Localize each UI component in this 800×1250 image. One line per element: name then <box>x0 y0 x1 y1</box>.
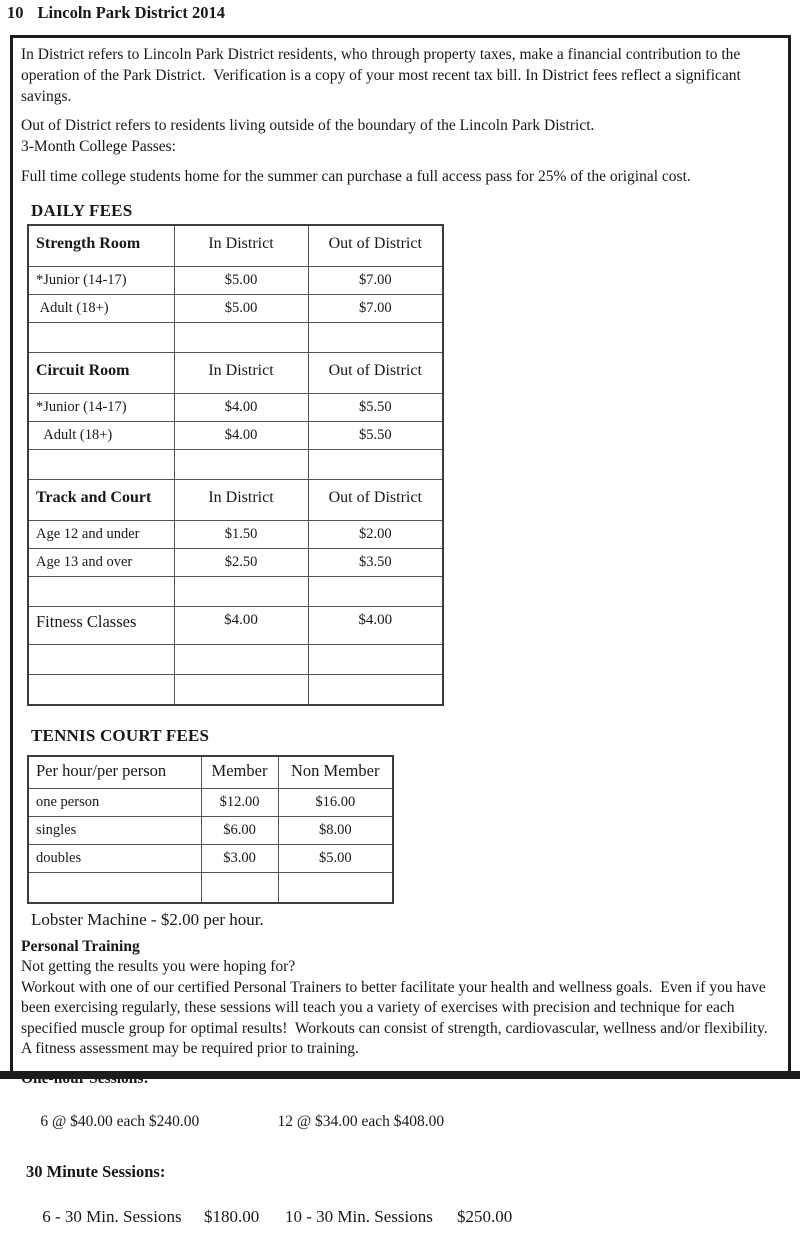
out-of-district-line: Out of District refers to residents living outside of the boundary of the Lincoln Park District. <box>21 117 595 134</box>
page-title: Lincoln Park District 2014 <box>37 3 225 22</box>
table-cell: $4.00 <box>174 422 308 450</box>
table-cell: Out of District <box>308 480 443 521</box>
tennis-fees-table <box>27 755 394 904</box>
table-row <box>28 323 443 353</box>
table-row <box>28 353 443 394</box>
table-cell <box>28 450 174 480</box>
table-cell <box>28 645 174 675</box>
table-cell <box>308 577 443 607</box>
table-cell <box>278 873 393 904</box>
table-cell <box>28 323 174 353</box>
table-cell: $5.00 <box>174 267 308 295</box>
tennis-court-fees-heading: TENNIS COURT FEES <box>31 726 210 745</box>
table-cell: $3.50 <box>308 549 443 577</box>
table-row <box>28 675 443 706</box>
table-cell <box>308 450 443 480</box>
table-cell <box>28 873 201 904</box>
table-row <box>28 756 393 789</box>
page-header <box>7 3 225 23</box>
table-cell <box>174 645 308 675</box>
table-row <box>28 607 443 645</box>
table-cell: Adult (18+) <box>28 295 174 323</box>
lobster-machine-note: Lobster Machine - $2.00 per hour. <box>31 910 264 929</box>
table-cell <box>28 675 174 706</box>
table-cell <box>308 645 443 675</box>
table-cell: $7.00 <box>308 267 443 295</box>
table-cell: *Junior (14-17) <box>28 394 174 422</box>
daily-fees-heading: DAILY FEES <box>31 201 133 220</box>
table-cell: $8.00 <box>278 817 393 845</box>
content-box <box>10 35 791 1226</box>
intro-paragraph-1: In District refers to Lincoln Park District residents, who through property taxes, make a financial contribution to the operation of the Park District. Verification is a copy of your most recent tax bill. In District fees reflect a significant savings. <box>21 46 745 105</box>
table-cell: Fitness Classes <box>28 607 174 645</box>
table-cell: Non Member <box>278 756 393 789</box>
table-row <box>28 845 393 873</box>
table-cell: $5.50 <box>308 394 443 422</box>
table-cell: Adult (18+) <box>28 422 174 450</box>
table-cell: one person <box>28 789 201 817</box>
thirty-min-item-1: 6 - 30 Min. Sessions <box>38 1206 182 1226</box>
table-row <box>28 394 443 422</box>
table-cell: $5.00 <box>174 295 308 323</box>
table-cell <box>174 675 308 706</box>
table-row <box>28 645 443 675</box>
table-cell: $5.00 <box>278 845 393 873</box>
table-cell: Strength Room <box>28 225 174 267</box>
table-cell: Member <box>201 756 278 789</box>
table-row <box>28 480 443 521</box>
table-row <box>28 422 443 450</box>
bottom-rule <box>0 1071 800 1079</box>
table-cell: Out of District <box>308 353 443 394</box>
table-row <box>28 817 393 845</box>
table-cell <box>174 450 308 480</box>
table-cell: $12.00 <box>201 789 278 817</box>
daily-fees-table <box>27 224 444 706</box>
table-cell: $3.00 <box>201 845 278 873</box>
table-cell: $7.00 <box>308 295 443 323</box>
table-row <box>28 225 443 267</box>
table-row <box>28 450 443 480</box>
table-row <box>28 267 443 295</box>
table-row <box>28 521 443 549</box>
table-cell: $1.50 <box>174 521 308 549</box>
table-cell <box>174 577 308 607</box>
table-cell <box>308 323 443 353</box>
one-hour-item-2: 12 @ $34.00 each $408.00 <box>277 1112 445 1130</box>
thirty-min-price-2: $250.00 <box>457 1206 513 1226</box>
college-passes-line: 3-Month College Passes: <box>21 138 176 155</box>
intro-paragraph-2 <box>21 115 770 157</box>
table-row <box>28 577 443 607</box>
table-cell: In District <box>174 225 308 267</box>
table-cell <box>28 577 174 607</box>
table-row <box>28 789 393 817</box>
table-cell: $2.50 <box>174 549 308 577</box>
one-hour-item-1: 6 @ $40.00 each $240.00 <box>36 1112 200 1130</box>
personal-training-body: Workout with one of our certified Personal Trainers to better facilitate your health and wellness goals. Even if you have been exercising regularly, these sessions will teach you a variety of exercises with precision and technique for each specified muscle group for optimal results! Workouts can consist of strength, cardiovascular, wellness and/or flexibility. A fitness assessment may be required prior to training. <box>21 978 775 1057</box>
table-cell: Age 12 and under <box>28 521 174 549</box>
table-row <box>28 549 443 577</box>
table-cell: *Junior (14-17) <box>28 267 174 295</box>
table-cell <box>174 323 308 353</box>
table-cell: $16.00 <box>278 789 393 817</box>
table-row <box>28 873 393 904</box>
table-cell <box>308 675 443 706</box>
table-cell: In District <box>174 353 308 394</box>
table-cell: Per hour/per person <box>28 756 201 789</box>
table-cell: $5.50 <box>308 422 443 450</box>
table-cell: Out of District <box>308 225 443 267</box>
intro-paragraph-3: Full time college students home for the summer can purchase a full access pass for 25% of the original cost. <box>21 168 691 185</box>
table-cell <box>201 873 278 904</box>
personal-training-heading: Personal Training <box>21 938 140 955</box>
table-cell: In District <box>174 480 308 521</box>
one-hour-sessions-line <box>21 1090 770 1153</box>
table-cell: Circuit Room <box>28 353 174 394</box>
page-number: 10 <box>7 3 24 22</box>
thirty-minute-sessions-line <box>21 1184 770 1250</box>
table-cell: $2.00 <box>308 521 443 549</box>
table-row <box>28 295 443 323</box>
table-cell: singles <box>28 817 201 845</box>
table-cell: $4.00 <box>308 607 443 645</box>
thirty-min-price-1: $180.00 <box>204 1206 260 1226</box>
table-cell: doubles <box>28 845 201 873</box>
table-cell: Track and Court <box>28 480 174 521</box>
table-cell: Age 13 and over <box>28 549 174 577</box>
table-cell: $4.00 <box>174 607 308 645</box>
table-cell: $4.00 <box>174 394 308 422</box>
thirty-minute-sessions-heading: 30 Minute Sessions: <box>26 1161 166 1181</box>
table-cell: $6.00 <box>201 817 278 845</box>
thirty-min-item-2: 10 - 30 Min. Sessions <box>285 1206 433 1226</box>
personal-training-question: Not getting the results you were hoping for? <box>21 958 296 975</box>
